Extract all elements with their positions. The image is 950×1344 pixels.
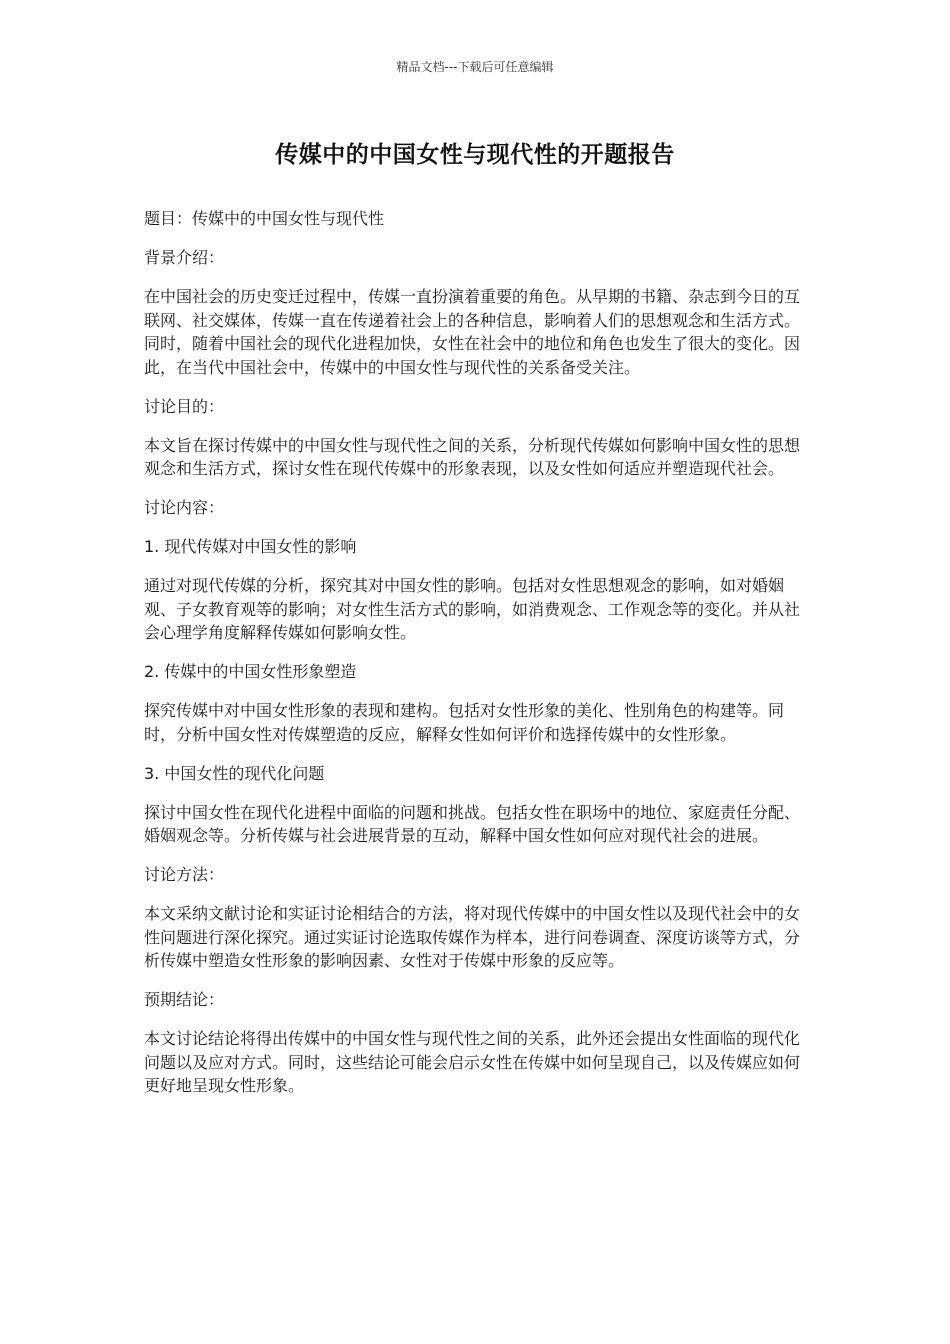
topic-line: 题目：传媒中的中国女性与现代性 xyxy=(144,209,385,228)
subsection-heading-2: 2. 传媒中的中国女性形象塑造 xyxy=(144,662,357,681)
document-title: 传媒中的中国女性与现代性的开题报告 xyxy=(275,142,675,168)
method-paragraph: 本文采纳文献讨论和实证讨论相结合的方法，将对现代传媒中的中国女性以及现代社会中的女性问题进行深化探究。通过实证讨论选取传媒作为样本，进行问卷调查、深度访谈等方式，分析传媒中塑造女性形象的影响因素、女性对于传媒中形象的反应等。 xyxy=(144,904,801,970)
section-heading-method: 讨论方法： xyxy=(144,865,225,884)
section-heading-content: 讨论内容： xyxy=(144,498,225,517)
section-heading-conclusion: 预期结论： xyxy=(144,990,225,1009)
subsection-heading-3: 3. 中国女性的现代化问题 xyxy=(144,763,325,783)
background-paragraph: 在中国社会的历史变迁过程中，传媒一直扮演着重要的角色。从早期的书籍、杂志到今日的互联网、社交媒体，传媒一直在传递着社会上的各种信息，影响着人们的思想观念和生活方式。同时，随着中国社会的现代化进程加快，女性在社会中的地位和角色也发生了很大的变化。因此，在当代中国社会中，传媒中的中国女性与现代性的关系备受关注。 xyxy=(144,287,801,377)
subsection-paragraph-3: 探讨中国女性在现代化进程中面临的问题和挑战。包括女性在职场中的地位、家庭责任分配、婚姻观念等。分析传媒与社会进展背景的互动，解释中国女性如何应对现代社会的进展。 xyxy=(144,802,801,845)
subsection-heading-1: 1. 现代传媒对中国女性的影响 xyxy=(144,537,357,556)
subsection-paragraph-1: 通过对现代传媒的分析，探究其对中国女性的影响。包括对女性思想观念的影响，如对婚姻观、子女教育观等的影响；对女性生活方式的影响，如消费观念、工作观念等的变化。并从社会心理学角度解释传媒如何影响女性。 xyxy=(144,576,801,642)
conclusion-paragraph: 本文讨论结论将得出传媒中的中国女性与现代性之间的关系，此外还会提出女性面临的现代化问题以及应对方式。同时，这些结论可能会启示女性在传媒中如何呈现自己，以及传媒应如何更好地呈现女性形象。 xyxy=(144,1029,801,1095)
purpose-paragraph: 本文旨在探讨传媒中的中国女性与现代性之间的关系，分析现代传媒如何影响中国女性的思想观念和生活方式，探讨女性在现代传媒中的形象表现，以及女性如何适应并塑造现代社会。 xyxy=(144,435,801,478)
section-heading-purpose: 讨论目的： xyxy=(144,396,225,416)
header-note: 精品文档---下载后可任意编辑 xyxy=(396,60,554,74)
document-body xyxy=(144,207,808,1113)
subsection-paragraph-2: 探究传媒中对中国女性形象的表现和建构。包括对女性形象的美化、性别角色的构建等。同时，分析中国女性对传媒塑造的反应，解释女性如何评价和选择传媒中的女性形象。 xyxy=(144,701,785,744)
section-heading-background: 背景介绍： xyxy=(144,248,225,267)
